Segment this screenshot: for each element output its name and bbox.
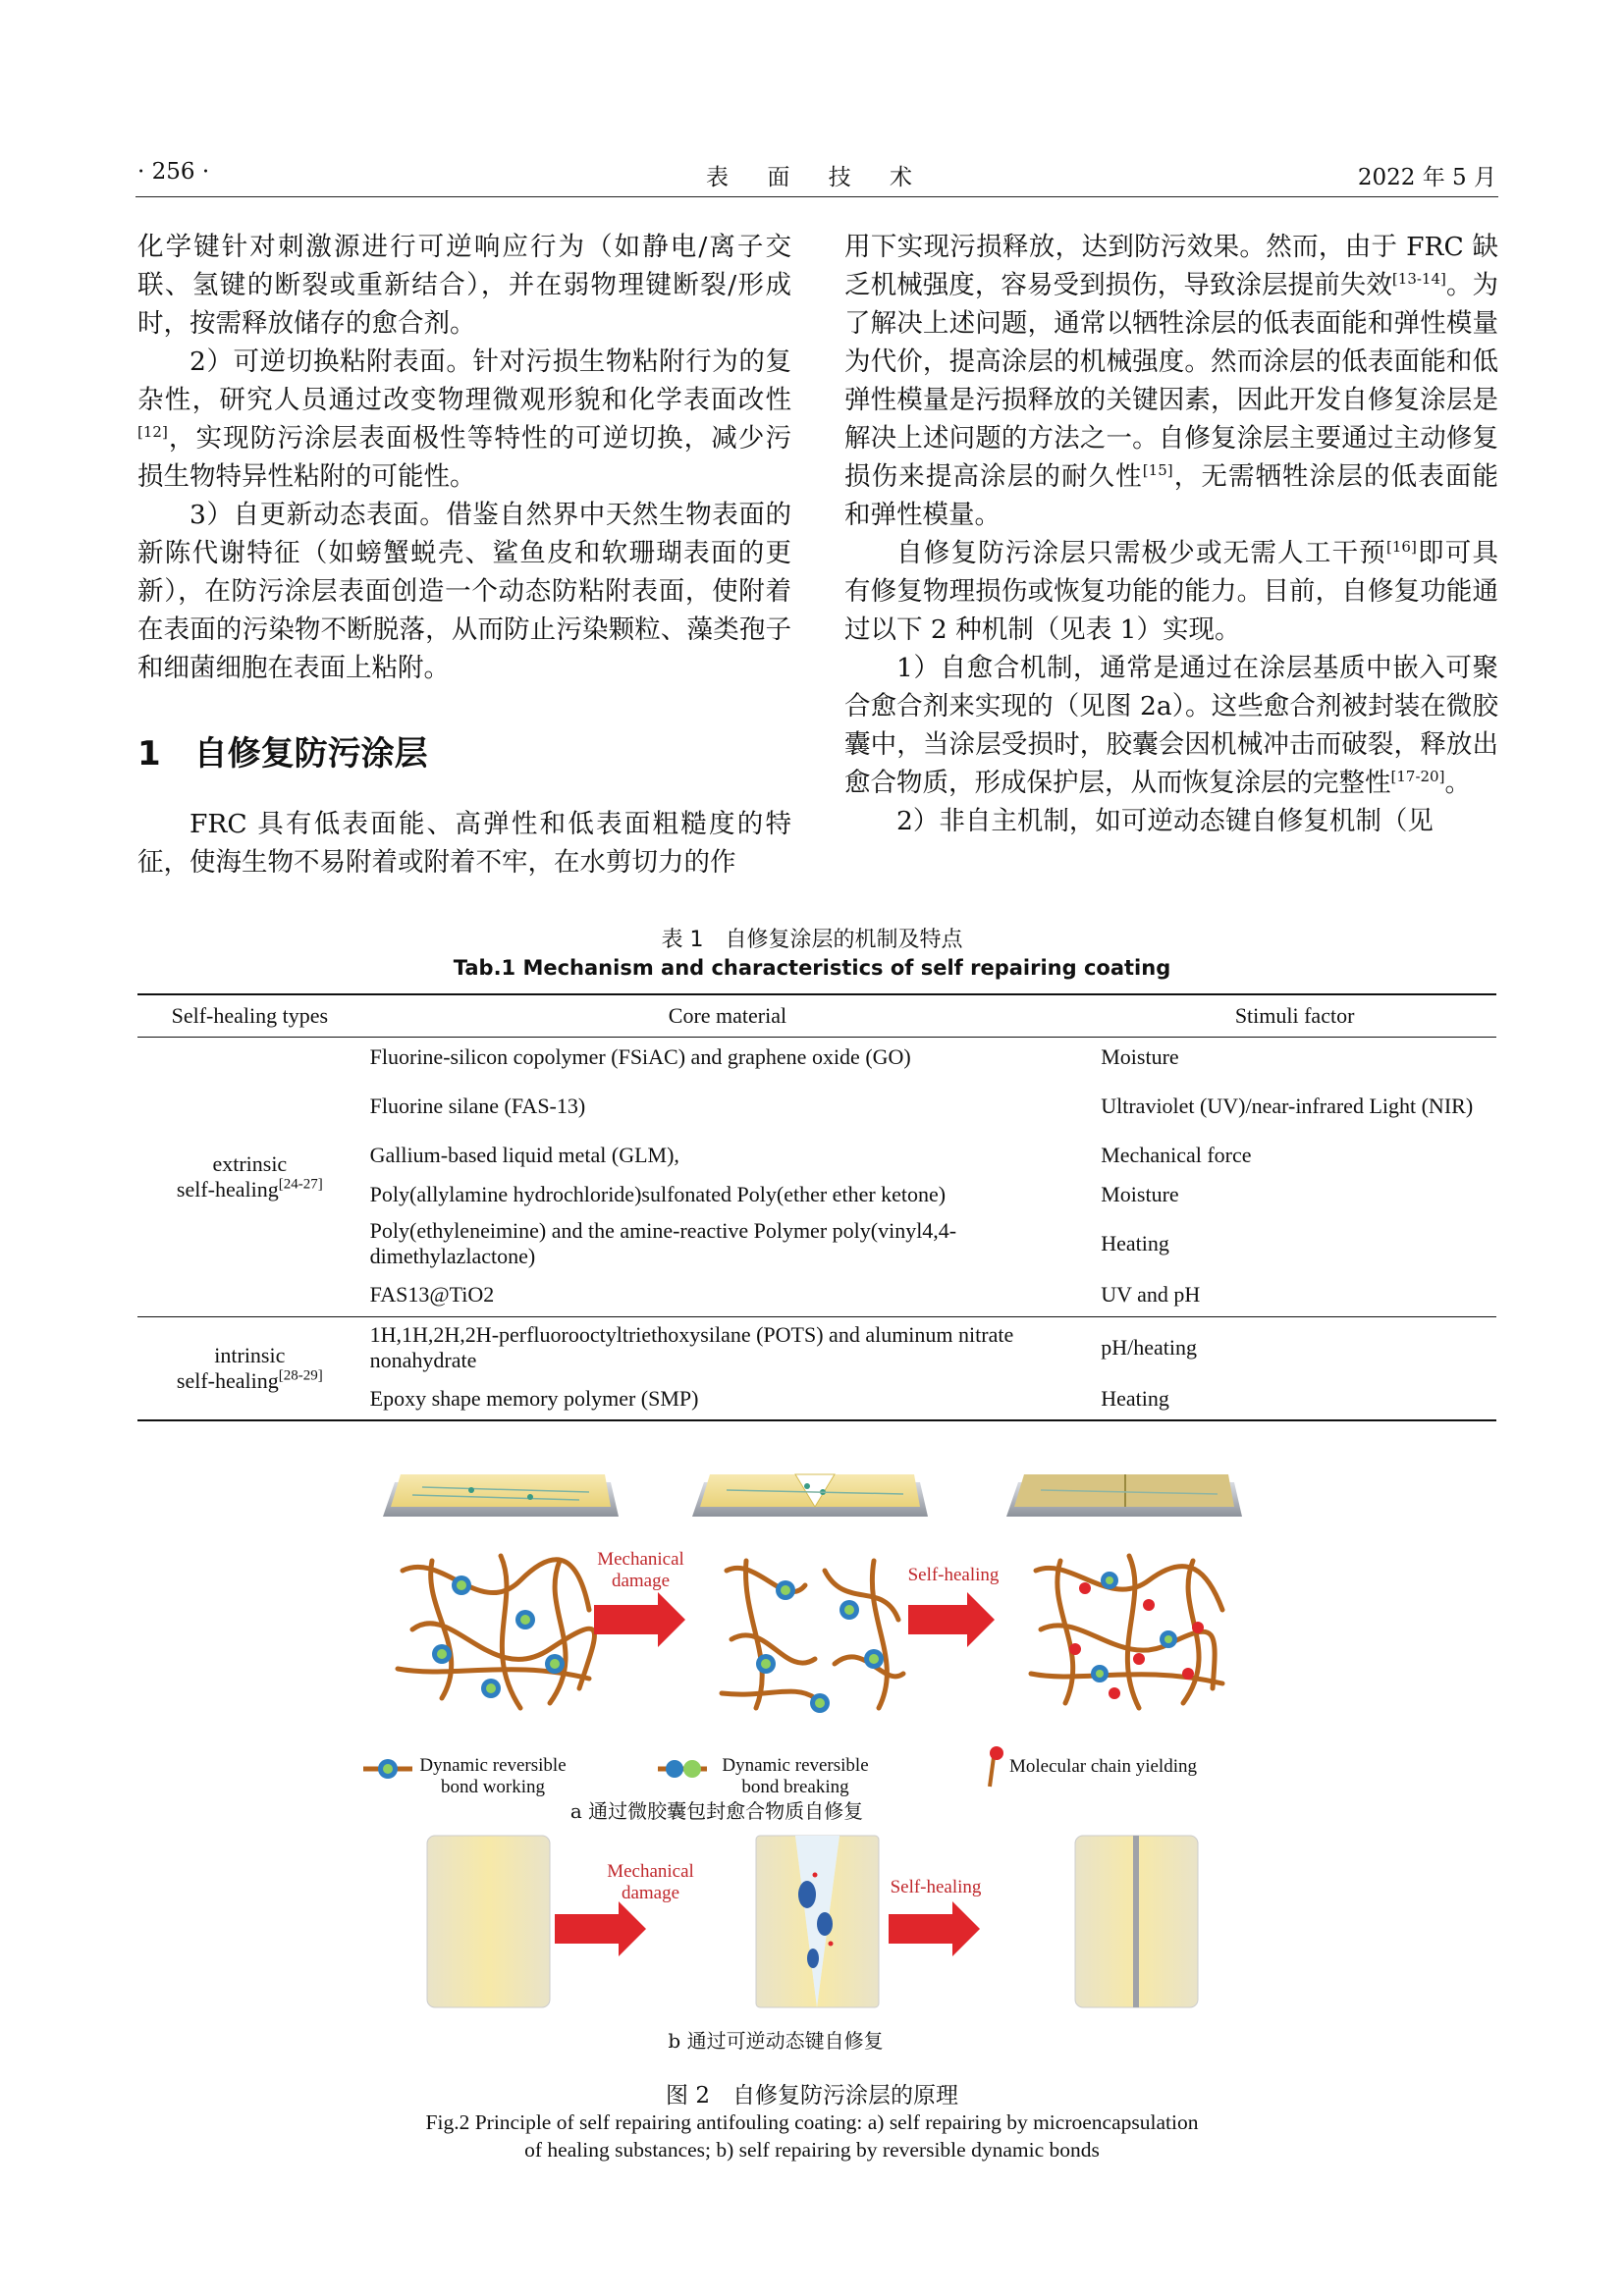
arrow-damage-b (555, 1901, 646, 1956)
material-cell: Poly(allylamine hydrochloride)sulfonated Poly(ether ether ketone) (369, 1182, 947, 1206)
left-paragraph-1: 化学键针对刺激源进行可逆响应行为（如静电/离子交联、氢键的断裂或重新结合），并在弱物理键断裂/形成时，按需释放储存的愈合剂。 (137, 232, 791, 339)
arrow-heal-a (908, 1592, 995, 1647)
polymer-network-damaged (722, 1561, 903, 1708)
right-paragraph-3 (844, 649, 1498, 802)
material-cell: 1H,1H,2H,2H-perfluorooctyltriethoxysilane (POTS) and aluminum nitrate nonahydrate (369, 1322, 1014, 1372)
legend-bond-breaking-icon (658, 1760, 707, 1778)
group-intrinsic-name: intrinsic (214, 1343, 286, 1367)
table-row (137, 1317, 1496, 1379)
stimuli-cell: Heating (1101, 1231, 1169, 1255)
figure-caption-en-line1: Fig.2 Principle of self repairing antifouling coating: a) self repairing by microencapsulation (425, 2110, 1199, 2134)
material-cell: Epoxy shape memory polymer (SMP) (362, 1378, 1094, 1420)
running-header (137, 159, 1496, 194)
right-p1-cont: 。为了解决上述问题，通常以牺牲涂层的低表面能和弹性模量为代价，提高涂层的机械强度。然而涂层的低表面能和低弹性模量是污损释放的关键因素，因此开发自修复涂层是解决上述问题的方法之一。自修复涂层主要通过主动修复损伤来提高涂层的耐久性 (844, 270, 1499, 492)
figure-2 (353, 1463, 1276, 2071)
material-cell: Poly(ethyleneimine) and the amine-reactive Polymer poly(vinyl4,4-dimethylazlactone) (369, 1218, 957, 1268)
right-p2-cont: 即可具有修复物理损伤或恢复功能的能力。目前，自修复功能通过以下 2 种机制（见表 1）实现。 (844, 538, 1499, 645)
page-number: · 256 · (137, 159, 210, 185)
label-self-healing-b: Self-healing (890, 1877, 982, 1897)
stimuli-cell: Heating (1093, 1378, 1496, 1420)
coating-tray-intact (383, 1474, 619, 1517)
right-paragraph-1 (844, 228, 1498, 534)
citation-16: [16] (1386, 538, 1417, 557)
arrow-heal-b (889, 1901, 980, 1956)
citation-13-14: [13-14] (1391, 270, 1446, 289)
legend-chain-yield-icon (990, 1746, 1003, 1787)
molecular-chain-yield-marks (1069, 1582, 1204, 1699)
table-row (137, 1038, 1496, 1078)
stimuli-cell: Moisture (1101, 1044, 1179, 1069)
stimuli-cell: Moisture (1101, 1182, 1179, 1206)
group-extrinsic (137, 1038, 362, 1317)
citation-12: [12] (137, 423, 168, 442)
header-material: Core material (362, 994, 1094, 1038)
header-stimuli: Stimuli factor (1093, 994, 1496, 1038)
legend-bond-breaking: Dynamic reversible bond breaking (722, 1755, 869, 1797)
right-p2-text: 自修复防污涂层只需极少或无需人工干预 (896, 538, 1387, 568)
legend-chain-yielding: Molecular chain yielding (1009, 1756, 1197, 1777)
right-column (844, 228, 1498, 840)
stimuli-cell: UV and pH (1093, 1273, 1496, 1317)
material-cell: FAS13@TiO2 (362, 1273, 1094, 1317)
right-p1-end: ，无需牺牲涂层的低表面能和弹性模量。 (844, 461, 1499, 530)
left-paragraph-4: FRC 具有低表面能、高弹性和低表面粗糙度的特征，使海生物不易附着或附着不牢，在水剪切力的作 (137, 809, 791, 878)
legend-bond-working: Dynamic reversible bond working (419, 1755, 567, 1797)
arrow-damage-a (594, 1592, 685, 1647)
coating-tray-damaged (692, 1474, 928, 1517)
stimuli-cell: Ultraviolet (UV)/near-infrared Light (NIR) (1101, 1094, 1474, 1118)
right-paragraph-2 (844, 534, 1498, 649)
citation-17-20: [17-20] (1390, 768, 1445, 786)
header-rule (135, 196, 1498, 197)
panel-b-intact (427, 1836, 550, 2007)
right-paragraph-4: 2）非自主机制，如可逆动态键自修复机制（见 (896, 806, 1434, 836)
section-heading (137, 726, 428, 774)
table-caption-cn: 表 1 自修复涂层的机制及特点 (661, 928, 963, 952)
label-mechanical-damage-a: Mechanical damage (597, 1549, 684, 1591)
label-self-healing-a: Self-healing (907, 1565, 1000, 1585)
figure-caption-cn: 图 2 自修复防污涂层的原理 (666, 2083, 958, 2109)
subcaption-b: b 通过可逆动态键自修复 (668, 2029, 884, 2053)
figure-caption-en-line2: of healing substances; b) self repairing by reversible dynamic bonds (524, 2138, 1100, 2162)
left-paragraph-2-cont: ，实现防污涂层表面极性等特性的可逆切换，减少污损生物特异性粘附的可能性。 (137, 423, 791, 492)
table-header-row (137, 994, 1496, 1038)
left-paragraph-2-text: 2）可逆切换粘附表面。针对污损生物粘附行为的复杂性，研究人员通过改变物理微观形貌和化学表面改性 (137, 347, 791, 415)
citation-24-27: [24-27] (278, 1176, 323, 1193)
group-intrinsic (137, 1317, 362, 1421)
section-number: 1 (137, 734, 161, 774)
polymer-network-healed (1031, 1556, 1222, 1708)
section-title: 自修复防污涂层 (193, 734, 428, 774)
group-extrinsic-name2: self-healing (176, 1177, 279, 1201)
left-paragraph-2 (137, 343, 791, 496)
material-cell: Gallium-based liquid metal (GLM), (369, 1143, 679, 1167)
group-intrinsic-name2: self-healing (176, 1368, 279, 1393)
stimuli-cell: pH/heating (1101, 1335, 1197, 1360)
label-mechanical-damage-b: Mechanical damage (607, 1861, 694, 1903)
left-column (137, 228, 791, 687)
right-p1-text: 用下实现污损释放，达到防污效果。然而，由于 FRC 缺乏机械强度，容易受到损伤，导致涂层提前失效 (844, 232, 1498, 300)
journal-name: 表 面 技 术 (706, 165, 928, 190)
subcaption-a: a 通过微胶囊包封愈合物质自修复 (569, 1799, 864, 1823)
group-extrinsic-name: extrinsic (212, 1151, 288, 1176)
left-paragraph-3: 3）自更新动态表面。借鉴自然界中天然生物表面的新陈代谢特征（如螃蟹蜕壳、鲨鱼皮和软珊瑚表面的更新），在防污涂层表面创造一个动态防粘附表面，使附着在表面的污染物不断脱落，从而防止污染颗粒、藻类孢子和细菌细胞在表面上粘附。 (137, 500, 791, 683)
right-p3-text: 1）自愈合机制，通常是通过在涂层基质中嵌入可聚合愈合剂来实现的（见图 2a）。这些愈合剂被封装在微胶囊中，当涂层受损时，胶囊会因机械冲击而破裂，释放出愈合物质，形成保护层，从而恢复涂层的完整性 (844, 653, 1498, 798)
mechanism-table (137, 993, 1496, 1421)
header-types: Self-healing types (137, 994, 362, 1038)
table-caption-en: Tab.1 Mechanism and characteristics of self repairing coating (453, 956, 1171, 980)
left-column-lower (137, 805, 791, 881)
citation-15: [15] (1142, 461, 1173, 480)
coating-tray-healed (1006, 1474, 1242, 1517)
issue-date: 2022 年 5 月 (1357, 165, 1496, 190)
legend-bond-working-icon (363, 1759, 412, 1779)
panel-b-damaged (756, 1836, 879, 2007)
stimuli-cell: Mechanical force (1101, 1143, 1252, 1167)
material-cell: Fluorine silane (FAS-13) (369, 1094, 586, 1118)
citation-28-29: [28-29] (278, 1367, 323, 1384)
right-p3-end: 。 (1444, 768, 1471, 798)
material-cell: Fluorine-silicon copolymer (FSiAC) and graphene oxide (GO) (369, 1044, 911, 1069)
panel-b-healed (1075, 1836, 1198, 2007)
figure-caption-en (0, 2109, 1624, 2163)
